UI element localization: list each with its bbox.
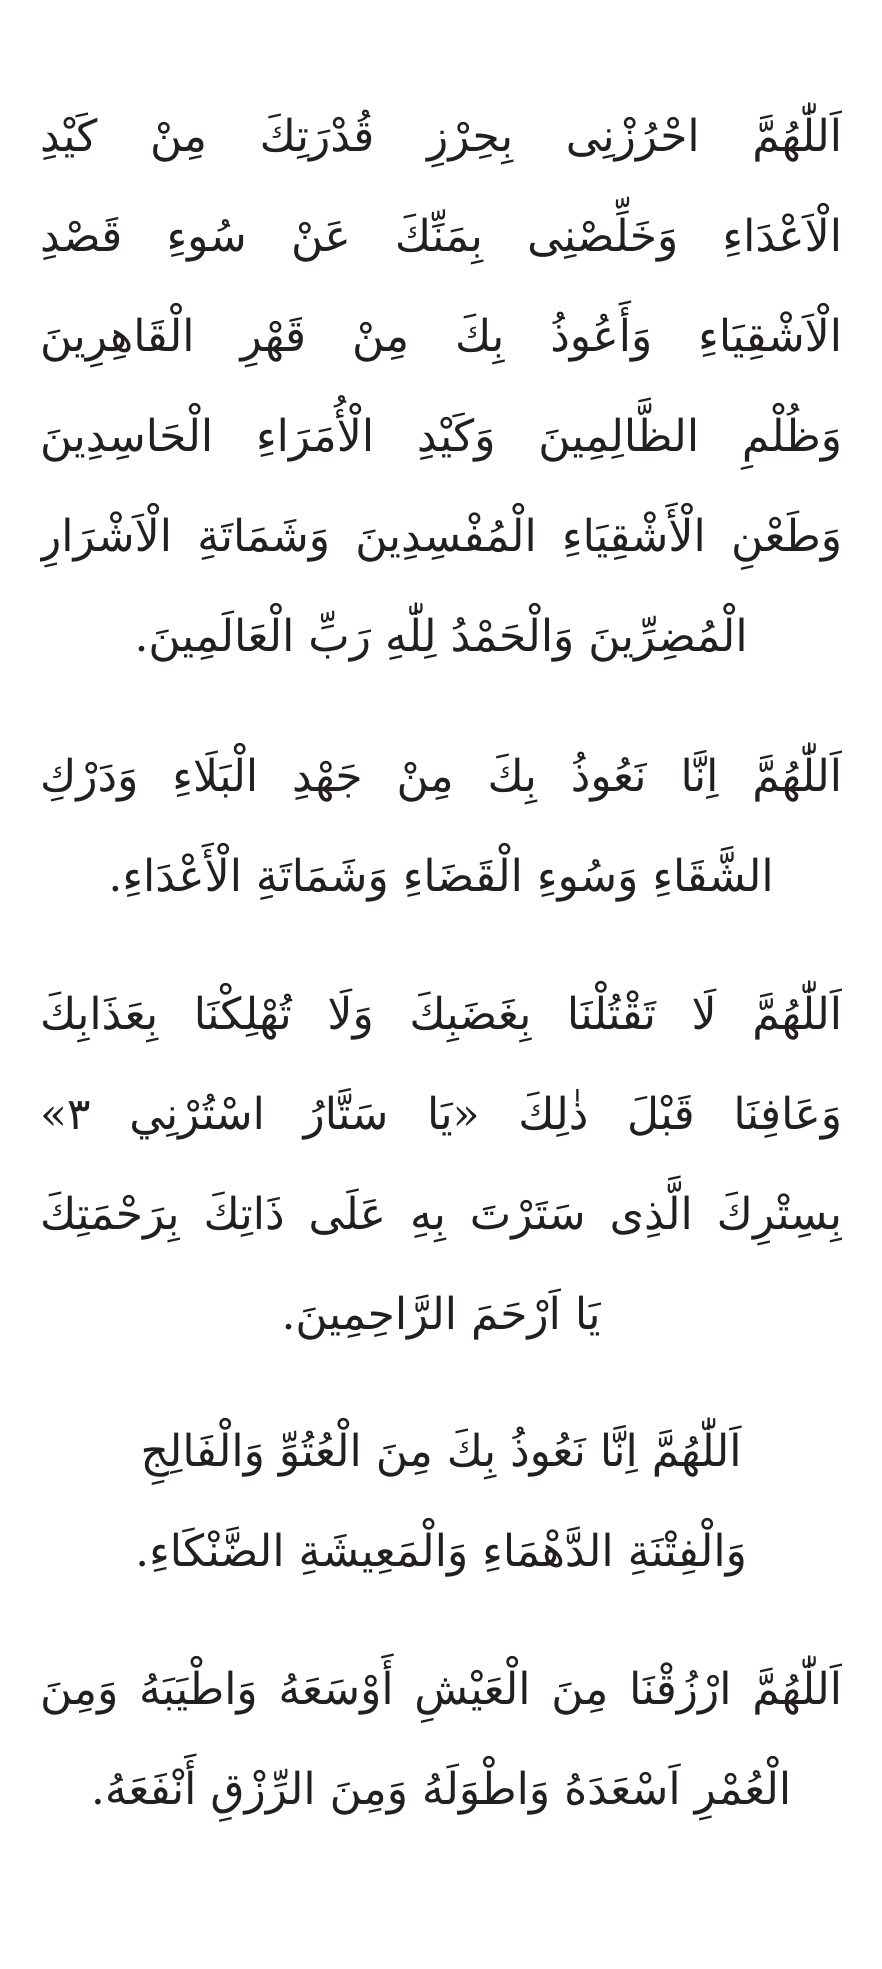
paragraph-3-line-3: بِسِتْرِكَ الَّذِى سَتَرْتَ بِهِ عَلَى ذَاتِكَ بِرَحْمَتِكَ <box>40 1189 842 1240</box>
paragraph-1-line-6: الْمُضِرِّينَ وَالْحَمْدُ لِلّٰهِ رَبِّ الْعَالَمِينَ. <box>134 611 748 662</box>
paragraph-1-line-3: الْاَشْقِيَاءِ وَأَعُوذُ بِكَ مِنْ قَهْرِ الْقَاهِرِينَ <box>40 311 842 362</box>
paragraph-5-line-2: الْعُمْرِ اَسْعَدَهُ وَاطْوَلَهُ وَمِنَ الرِّزْقِ أَنْفَعَهُ. <box>90 1764 792 1815</box>
paragraph-2-line-2: الشَّقَاءِ وَسُوءِ الْقَضَاءِ وَشَمَاتَةِ الْأَعْدَاءِ. <box>108 851 774 902</box>
paragraph-3-line-1: اَللّٰهُمَّ لَا تَقْتُلْنَا بِغَضَبِكَ وَلَا تُهْلِكْنَا بِعَذَابِكَ <box>40 989 842 1040</box>
paragraph-1-line-1: اَللّٰهُمَّ احْرُزْنِى بِحِرْزِ قُدْرَتِكَ مِنْ كَيْدِ <box>40 111 842 162</box>
paragraph-1-line-4: وَظُلْمِ الظَّالِمِينَ وَكَيْدِ الْأُمَرَاءِ الْحَاسِدِينَ <box>40 411 842 462</box>
paragraph-3-line-4: يَا اَرْحَمَ الرَّاحِمِينَ. <box>281 1289 601 1340</box>
paragraph-4-line-1: اَللّٰهُمَّ اِنَّا نَعُوذُ بِكَ مِنَ الْعُتُوِّ وَالْفَالِجِ <box>140 1426 742 1477</box>
paragraph-5-line-1: اَللّٰهُمَّ ارْزُقْنَا مِنَ الْعَيْشِ أَوْسَعَهُ وَاطْيَبَهُ وَمِنَ <box>40 1664 842 1715</box>
paragraph-3-line-2: وَعَافِنَا قَبْلَ ذٰلِكَ «يَا سَتَّارُ اسْتُرْنِي ٣» <box>40 1089 842 1140</box>
paragraph-2-line-1: اَللّٰهُمَّ اِنَّا نَعُوذُ بِكَ مِنْ جَهْدِ الْبَلَاءِ وَدَرْكِ <box>40 751 842 802</box>
paragraph-1-line-5: وَطَعْنِ الْأَشْقِيَاءِ الْمُفْسِدِينَ وَشَمَاتَةِ الْاَشْرَارِ <box>40 511 842 562</box>
paragraph-1-line-2: الْاَعْدَاءِ وَخَلِّصْنِى بِمَنِّكَ عَنْ سُوءِ قَصْدِ <box>40 211 842 262</box>
paragraph-4-line-2: وَالْفِتْنَةِ الدَّهْمَاءِ وَالْمَعِيشَةِ الضَّنْكَاءِ. <box>135 1526 747 1577</box>
